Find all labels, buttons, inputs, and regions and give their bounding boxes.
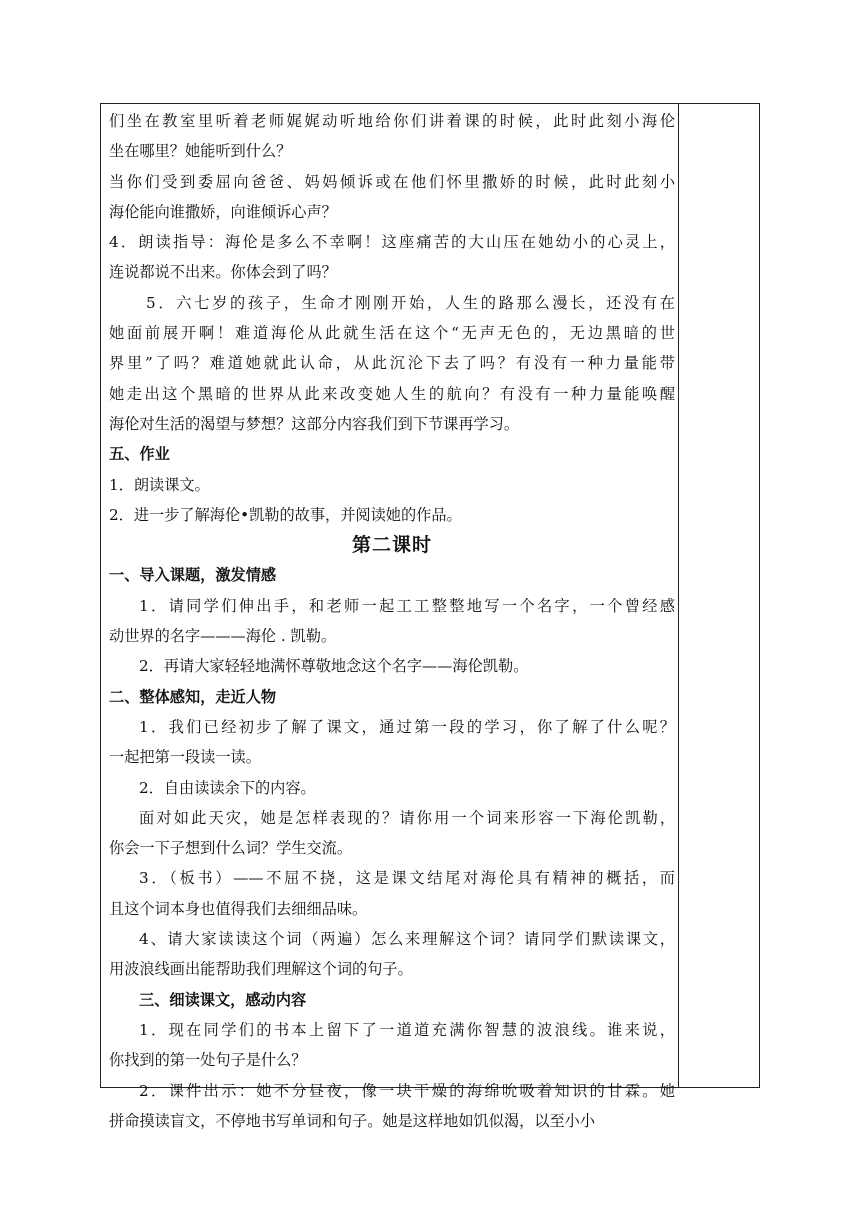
lesson-content-cell [109,106,675,1136]
lesson-title: 第二课时 [351,534,432,557]
paragraph-line: 当你们受到委屈向爸爸、妈妈倾诉或在他们怀里撒娇的时候，此时此刻小 [109,172,675,191]
paragraph-line: 且这个词本身也值得我们去细细品味。 [109,899,368,918]
paragraph-line: 坐在哪里？她能听到什么？ [109,142,292,161]
paragraph-line: 4．朗读指导：海伦是多么不幸啊！这座痛苦的大山压在她幼小的心灵上， [109,233,675,252]
paragraph-line: 1．请同学们伸出手，和老师一起工工整整地写一个名字，一个曾经感 [139,596,675,615]
paragraph-line: 3．（板书）——不屈不挠，这是课文结尾对海伦具有精神的概括，而 [139,869,675,888]
paragraph-line: 连说都说不出来。你体会到了吗？ [109,263,337,282]
paragraph-line: 她走出这个黑暗的世界从此来改变她人生的航向？有没有一种力量能唤醒 [109,384,675,403]
paragraph-line: 界里”了吗？难道她就此认命，从此沉沦下去了吗？有没有一种力量能带 [109,354,675,373]
paragraph-line: 1．朗读课文。 [109,475,210,494]
paragraph-line: 面对如此天灾，她是怎样表现的？请你用一个词来形容一下海伦凯勒， [139,808,675,827]
paragraph-line: 2．再请大家轻轻地满怀尊敬地念这个名字——海伦凯勒。 [139,657,529,676]
section-heading: 三、细读课文，感动内容 [139,990,307,1009]
paragraph-line: 她面前展开啊！难道海伦从此就生活在这个“无声无色的，无边黑暗的世 [109,324,675,343]
paragraph-line: 海伦对生活的渴望与梦想？这部分内容我们到下节课再学习。 [109,414,520,433]
table-right-column [678,104,679,1087]
lesson-plan-table [100,103,760,1130]
paragraph-line: 4、请大家读读这个词（两遍）怎么来理解这个词？请同学们默读课文， [139,930,675,949]
paragraph-line: 你找到的第一处句子是什么？ [109,1051,307,1070]
paragraph-line: 一起把第一段读一读。 [109,748,261,767]
paragraph-line: 1．我们已经初步了解了课文，通过第一段的学习，你了解了什么呢？ [139,717,675,736]
paragraph-line: 海伦能向谁撒娇，向谁倾诉心声？ [109,202,337,221]
paragraph-line: 2．自由读读余下的内容。 [139,778,316,797]
paragraph-line: 拼命摸读盲文，不停地书写单词和句子。她是这样地如饥似渴，以至小小 [109,1111,595,1130]
paragraph-line: 5．六七岁的孩子，生命才刚刚开始，人生的路那么漫长，还没有在 [146,293,675,312]
paragraph-line: 动世界的名字———海伦 . 凯勒。 [109,627,337,646]
paragraph-line: 2．课件出示：她不分昼夜，像一块干燥的海绵吮吸着知识的甘霖。她 [139,1081,675,1100]
section-heading: 五、作业 [109,445,170,464]
paragraph-line: 1．现在同学们的书本上留下了一道道充满你智慧的波浪线。谁来说， [139,1020,675,1039]
section-heading: 一、导入课题，激发情感 [109,566,277,585]
paragraph-line: 2．进一步了解海伦•凯勒的故事，并阅读她的作品。 [109,505,462,524]
paragraph-line: 用波浪线画出能帮助我们理解这个词的句子。 [109,960,413,979]
paragraph-line: 们坐在教室里听着老师娓娓动听地给你们讲着课的时候，此时此刻小海伦 [109,112,675,130]
paragraph-line: 你会一下子想到什么词？学生交流。 [109,839,352,858]
section-heading: 二、整体感知，走近人物 [109,687,277,706]
